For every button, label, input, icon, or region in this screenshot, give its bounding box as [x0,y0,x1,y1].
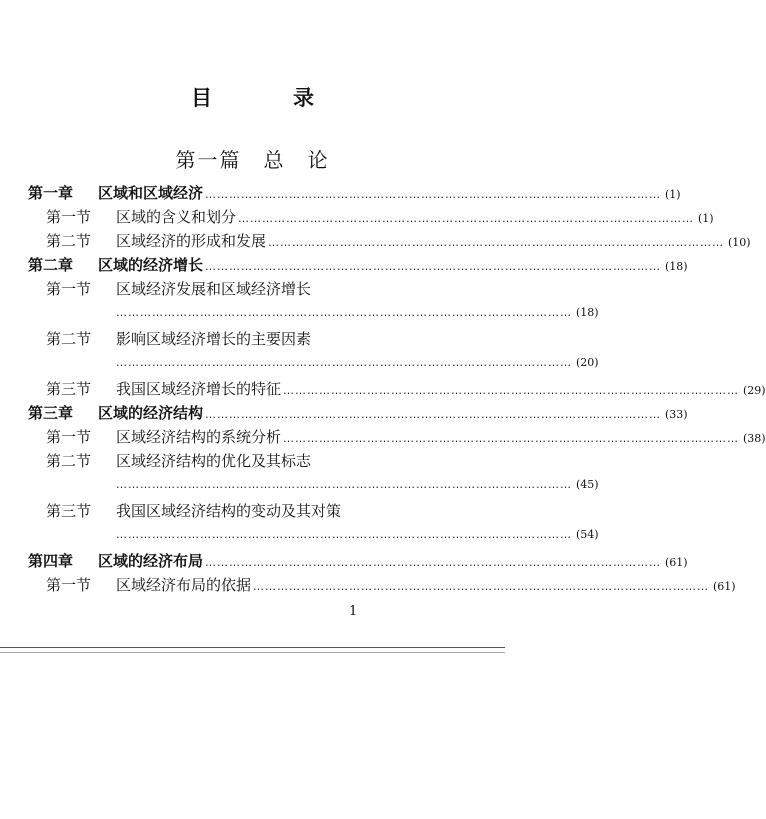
chapter-number: 第三章 [28,404,74,422]
leader-dots: …………………………………………………………………………………………………… [116,356,572,369]
section-number: 第二节 [46,452,92,470]
page-title: 目 录 [191,86,344,110]
bottom-rule [0,647,505,648]
table-of-contents [28,182,766,598]
leader-dots: …………………………………………………………………………………………………… [116,478,572,491]
toc-section-continuation [28,528,599,550]
section-number: 第一节 [46,428,92,446]
chapter-number: 第四章 [28,552,74,570]
leader-dots: …………………………………………………………………………………………………… [205,260,662,273]
chapter-number: 第一章 [28,184,74,202]
toc-section [28,206,714,230]
toc-chapter-1 [28,182,681,206]
folio-page-number: 1 [349,604,358,619]
leader-dots: …………………………………………………………………………………………………… [238,212,695,225]
section-number: 第二节 [46,232,92,250]
page-number: (18) [576,306,599,319]
toc-section-continuation [28,478,599,500]
chapter-title: 区域和区域经济 [98,184,204,202]
page-number: (45) [576,478,599,491]
page-number: (10) [728,236,751,249]
chapter-title: 区域的经济布局 [98,552,204,570]
section-title: 区域经济结构的系统分析 [116,428,282,446]
section-number: 第一节 [46,576,92,594]
page-number: (29) [743,384,766,397]
section-title: 区域经济结构的优化及其标志 [116,452,312,470]
section-number: 第三节 [46,380,92,398]
section-title: 区域经济布局的依据 [116,576,252,594]
section-title: 我国区域经济增长的特征 [116,380,282,398]
toc-section [28,450,380,478]
section-number: 第一节 [46,208,92,226]
page-number: (54) [576,528,599,541]
leader-dots: …………………………………………………………………………………………………… [205,188,662,201]
leader-dots: …………………………………………………………………………………………………… [268,236,725,249]
chapter-title: 区域的经济增长 [98,256,204,274]
page-number: (20) [576,356,599,369]
page-number: (1) [665,188,681,201]
section-number: 第二节 [46,330,92,348]
leader-dots: …………………………………………………………………………………………………… [116,306,572,319]
toc-chapter-4 [28,550,688,574]
section-title: 区域的含义和划分 [116,208,237,226]
leader-dots: …………………………………………………………………………………………………… [205,556,662,569]
section-title: 影响区域经济增长的主要因素 [116,330,312,348]
section-number: 第三节 [46,502,92,520]
toc-section [28,574,736,598]
toc-chapter-2 [28,254,688,278]
page-number: (38) [743,432,766,445]
leader-dots: …………………………………………………………………………………………………… [283,432,740,445]
chapter-title: 区域的经济结构 [98,404,204,422]
page-number: (61) [665,556,688,569]
toc-section [28,500,380,528]
page-number: (1) [698,212,714,225]
leader-dots: …………………………………………………………………………………………………… [253,580,710,593]
chapter-number: 第二章 [28,256,74,274]
toc-section-continuation [28,306,599,328]
page-number: (18) [665,260,688,273]
toc-section [28,278,380,306]
leader-dots: …………………………………………………………………………………………………… [116,528,572,541]
section-title: 区域经济的形成和发展 [116,232,267,250]
toc-section [28,378,766,402]
section-number: 第一节 [46,280,92,298]
toc-section [28,426,766,450]
toc-section [28,328,380,356]
leader-dots: …………………………………………………………………………………………………… [205,408,662,421]
section-title: 区域经济发展和区域经济增长 [116,280,312,298]
toc-chapter-3 [28,402,688,426]
toc-section-continuation [28,356,599,378]
page-number: (61) [713,580,736,593]
section-title: 我国区域经济结构的变动及其对策 [116,502,342,520]
toc-section [28,230,751,254]
bottom-rule-thin [0,652,505,653]
part-title: 第一篇 总 论 [175,148,330,172]
page-number: (33) [665,408,688,421]
leader-dots: …………………………………………………………………………………………………… [283,384,740,397]
